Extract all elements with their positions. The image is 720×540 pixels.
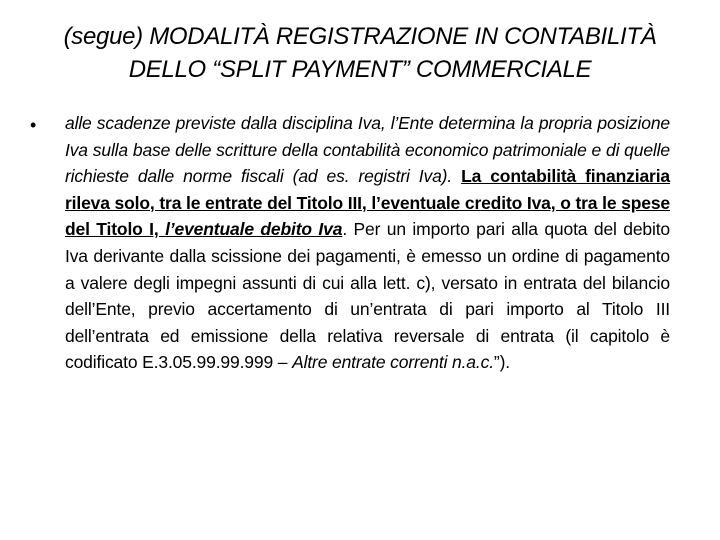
title-line-1: (segue) MODALITÀ REGISTRAZIONE IN CONTABILITÀ [63, 23, 657, 50]
bullet-item [30, 110, 671, 376]
bullet-text-closing: ”). [493, 352, 510, 373]
title-line-2: DELLO “SPLIT PAYMENT” COMMERCIALE [128, 56, 592, 83]
bullet-text-emphasis: La contabilità finanziaria rileva solo, tra le entrate del Titolo III, l’eventuale credito Iva, o tra le spese del Titolo I, [65, 166, 670, 240]
bullet-text-debito: l’eventuale debito Iva [165, 219, 343, 240]
bullet-paragraph [65, 110, 670, 376]
bullet-text-altre-entrate: Altre entrate correnti n.a.c. [292, 352, 494, 373]
bullet-text-intro: alle scadenze previste dalla disciplina Iva, l’Ente determina la propria posizione Iva sulla base delle scritture della contabilità economico patrimoniale e di quelle richieste dalle norme fiscali (ad es. registri Iva). [65, 113, 670, 187]
slide-title [20, 20, 700, 86]
bullet-text-body: . Per un importo pari alla quota del debito Iva derivante dalla scissione dei pagamenti, è emesso un ordine di pagamento a valere degli impegni assunti di cui alla lett. c), versato in entrata del bilancio dell’Ente, previo accertamento di un’entrata di pari importo al Titolo III dell’entrata ed emissione della relativa reversale di entrata (il capitolo è codificato E.3.05.99.99.999 – [65, 219, 671, 373]
bullet-dot-icon: • [30, 115, 37, 135]
